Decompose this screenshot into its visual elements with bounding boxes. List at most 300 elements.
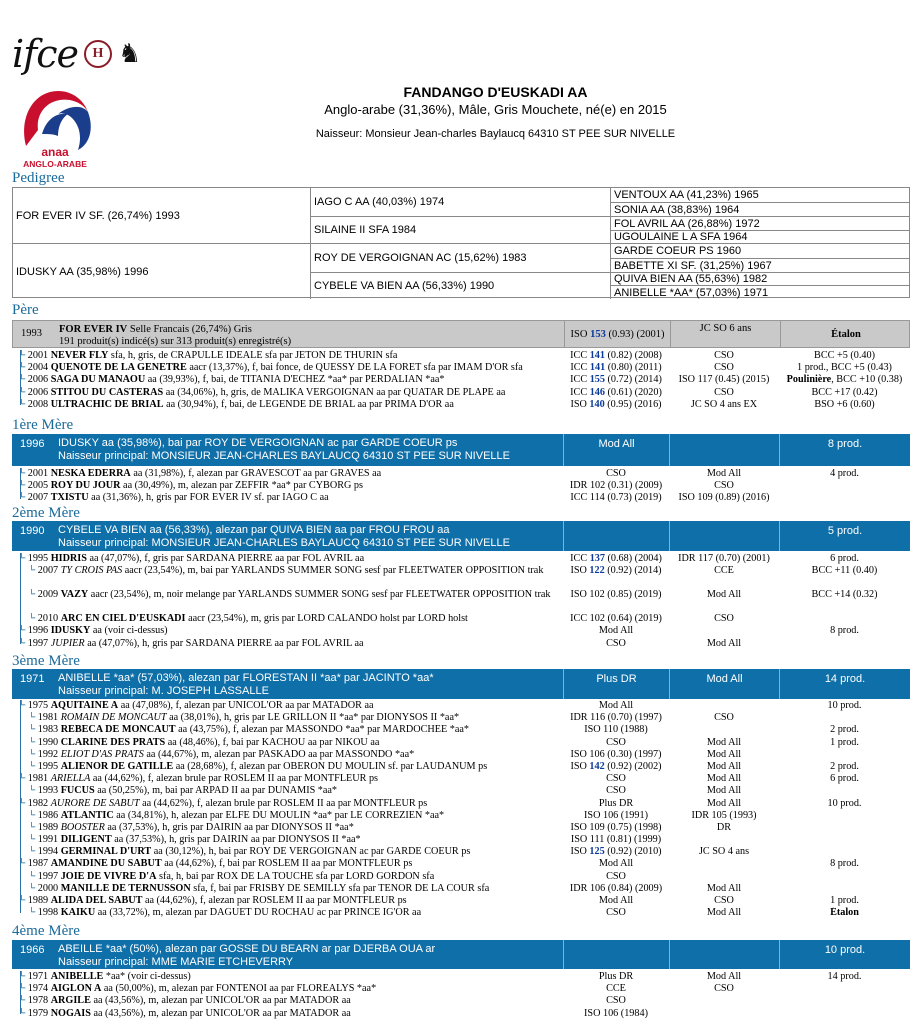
offspring-year: 1989 xyxy=(27,895,51,906)
anaa-logo-text: anaa xyxy=(41,145,69,159)
offspring-year: 1981 xyxy=(37,712,61,724)
offspring-name[interactable]: ATLANTIC xyxy=(60,809,114,821)
offspring-index-value: 155 xyxy=(589,374,605,386)
offspring-name[interactable]: MANILLE DE TERNUSSON xyxy=(60,882,191,894)
offspring-notes: BCC +17 (0.42) xyxy=(811,386,878,398)
offspring-name[interactable]: QUENOTE DE LA GENETRE xyxy=(50,362,187,374)
tree-connector-icon: └ xyxy=(18,797,28,809)
offspring-name[interactable]: VAZY xyxy=(60,589,89,601)
tree-connector-icon: └ xyxy=(28,846,38,858)
offspring-notes: 1 prod., BCC +5 (0.43) xyxy=(797,362,892,374)
section-title-mere1: 1ère Mère xyxy=(12,417,74,433)
offspring-details: aa (31,98%), f, alezan par GRAVESCOT aa par GRAVES aa xyxy=(130,468,382,479)
mere4-header xyxy=(12,940,910,969)
mere1-year: 1996 xyxy=(20,438,45,450)
tree-connector-icon: └ xyxy=(28,760,38,772)
mere2-col2 xyxy=(669,521,779,551)
offspring-discipline: CSO xyxy=(714,983,734,995)
offspring-details: sfa, h, gris, de CRAPULLE IDEALE sfa par JETON DE THURIN sfa xyxy=(108,350,398,361)
offspring-index: ICC 137 (0.68) (2004) xyxy=(570,553,662,564)
tree-connector-icon: └ xyxy=(18,637,28,649)
offspring-row xyxy=(12,362,910,374)
pere-iso: ISO 153 (0.93) (2001) xyxy=(564,321,670,347)
offspring-name[interactable]: TY CROIS PAS xyxy=(60,565,123,577)
tree-connector-icon: └ xyxy=(18,773,28,785)
offspring-desc xyxy=(18,625,566,637)
offspring-desc xyxy=(18,387,566,399)
offspring-notes: 10 prod. xyxy=(827,797,862,809)
tree-connector-icon: └ xyxy=(18,995,28,1007)
offspring-index-value: 140 xyxy=(589,398,605,410)
mere3-offspring-list xyxy=(12,700,910,919)
offspring-row xyxy=(12,895,910,907)
offspring-discipline: CSO xyxy=(714,613,734,625)
offspring-details: aa (44,62%), f, alezan brule par ROSLEM II aa par MONTFLEUR ps xyxy=(90,773,379,785)
offspring-row xyxy=(12,700,910,712)
mere4-offspring-list xyxy=(12,971,910,1020)
tree-line xyxy=(20,468,21,499)
pedigree-sire-sire[interactable]: IAGO C AA (40,03%) 1974 xyxy=(311,188,611,217)
ifce-logo xyxy=(12,32,141,76)
offspring-row xyxy=(12,773,910,785)
offspring-index: ICC 141 (0.80) (2011) xyxy=(570,362,662,374)
offspring-details: aa (31,36%), h, gris par FOR EVER IV sf. par IAGO C aa xyxy=(88,492,329,504)
offspring-index: ICC 114 (0.73) (2019) xyxy=(570,492,662,504)
offspring-row xyxy=(12,858,910,870)
offspring-row xyxy=(12,480,910,492)
pedigree-dss[interactable]: GARDE COEUR PS 1960 xyxy=(611,244,909,259)
mere3-breeder: Naisseur principal: M. JOSEPH LASSALLE xyxy=(58,685,269,697)
mere4-identity xyxy=(58,943,435,969)
offspring-row xyxy=(12,983,910,995)
offspring-row xyxy=(12,834,910,846)
offspring-desc xyxy=(18,480,566,492)
offspring-details: aa (30,12%), h, bai par ROY DE VERGOIGNAN ac par GARDE COEUR ps xyxy=(151,846,471,858)
pedigree-sdd[interactable]: UGOULAINE L A SFA 1964 xyxy=(611,231,909,244)
offspring-discipline: CCE xyxy=(714,565,734,577)
offspring-row xyxy=(12,625,910,637)
offspring-year: 2007 xyxy=(37,565,61,577)
offspring-desc xyxy=(18,995,566,1007)
tree-connector-icon: └ xyxy=(18,492,28,504)
offspring-discipline: Mod All xyxy=(706,773,742,785)
offspring-row xyxy=(12,712,910,724)
tree-connector-icon: └ xyxy=(28,882,38,894)
offspring-discipline: Mod All xyxy=(706,468,742,479)
tree-connector-icon: └ xyxy=(28,613,38,625)
offspring-details: aa (43,56%), m, alezan par UNICOL'OR aa par MATADOR aa xyxy=(90,1007,351,1019)
tree-line xyxy=(20,971,21,1014)
offspring-desc xyxy=(18,553,566,565)
offspring-desc xyxy=(28,761,566,773)
mere1-header xyxy=(12,434,910,466)
offspring-index: ISO 111 (0.81) (1999) xyxy=(570,834,662,846)
offspring-discipline: JC SO 4 ans EX xyxy=(690,398,758,410)
tree-connector-icon: └ xyxy=(18,553,28,564)
offspring-notes: 2 prod. xyxy=(830,724,859,736)
offspring-row xyxy=(12,822,910,834)
offspring-year: 2006 xyxy=(27,374,51,386)
offspring-index: Mod All xyxy=(598,700,634,711)
offspring-name[interactable]: JUPIER xyxy=(50,637,85,649)
offspring-year: 1974 xyxy=(27,983,51,995)
offspring-year: 2004 xyxy=(27,362,51,374)
offspring-index: Mod All xyxy=(598,858,634,870)
offspring-index: IDR 106 (0.84) (2009) xyxy=(569,882,663,894)
mere1-line1[interactable]: IDUSKY aa (35,98%), bai par ROY DE VERGOIGNAN ac par GARDE COEUR ps xyxy=(58,437,458,449)
tree-line xyxy=(20,700,21,913)
offspring-notes: BCC +5 (0.40) xyxy=(814,350,875,361)
offspring-desc xyxy=(28,737,566,749)
mere1-col3: 8 prod. xyxy=(779,434,910,466)
offspring-details: aacr (23,54%), m, gris par LORD CALANDO holst par LORD holst xyxy=(185,613,468,625)
offspring-notes: 1 prod. xyxy=(830,895,859,906)
offspring-desc xyxy=(28,871,566,883)
offspring-name[interactable]: ROMAIN DE MONCAUT xyxy=(60,712,167,724)
offspring-row xyxy=(12,749,910,761)
offspring-year: 1992 xyxy=(37,748,61,760)
mere3-year: 1971 xyxy=(20,673,45,685)
offspring-year: 1995 xyxy=(27,553,51,564)
offspring-name[interactable]: ROY DU JOUR xyxy=(50,480,121,492)
offspring-name[interactable]: AMANDINE DU SABUT xyxy=(50,858,162,870)
offspring-name[interactable]: ANIBELLE xyxy=(50,971,104,982)
offspring-index: ICC 141 (0.82) (2008) xyxy=(570,350,662,361)
pere-indexed-count: 191 produit(s) indicé(s) sur 313 produit(s) enregistré(s) xyxy=(59,336,292,347)
offspring-name[interactable]: JOIE DE VIVRE D'A xyxy=(60,870,157,882)
offspring-desc xyxy=(18,895,566,907)
offspring-year: 2010 xyxy=(37,613,61,625)
offspring-name[interactable]: STITOU DU CASTERAS xyxy=(50,386,164,398)
pedigree-sire[interactable]: FOR EVER IV SF. (26,74%) 1993 xyxy=(13,188,311,244)
pedigree-dsd[interactable]: BABETTE XI SF. (31,25%) 1967 xyxy=(611,259,909,273)
pedigree-dam[interactable]: IDUSKY AA (35,98%) 1996 xyxy=(13,244,311,299)
offspring-desc xyxy=(28,907,566,919)
pere-name[interactable]: FOR EVER IV xyxy=(59,324,128,335)
offspring-discipline: Mod All xyxy=(706,637,742,649)
horse-name: FANDANGO D'EUSKADI AA xyxy=(403,84,588,100)
tree-connector-icon: └ xyxy=(28,785,38,797)
offspring-row xyxy=(12,399,910,411)
mere3-col1: Plus DR xyxy=(563,669,669,699)
pedigree-sire-dam[interactable]: SILAINE II SFA 1984 xyxy=(311,217,611,244)
offspring-desc xyxy=(18,983,566,995)
breeder-line: Naisseur: Monsieur Jean-charles Baylaucq 64310 ST PEE SUR NIVELLE xyxy=(315,128,676,140)
pedigree-sss[interactable]: VENTOUX AA (41,23%) 1965 xyxy=(611,188,909,203)
tree-line xyxy=(20,350,21,405)
offspring-name[interactable]: ELIOT D'AS PRATS xyxy=(60,748,144,760)
section-title-pere: Père xyxy=(12,302,39,318)
offspring-index-value: 141 xyxy=(589,362,606,374)
pere-jc: JC SO 6 ans xyxy=(670,321,780,347)
offspring-desc xyxy=(18,399,566,411)
offspring-discipline: Mod All xyxy=(706,736,742,748)
offspring-name[interactable]: HIDRIS xyxy=(50,553,87,564)
offspring-desc xyxy=(28,613,566,625)
offspring-index: CSO xyxy=(606,468,626,479)
offspring-year: 2006 xyxy=(27,386,51,398)
offspring-year: 1991 xyxy=(37,834,61,846)
offspring-year: 1989 xyxy=(37,821,61,833)
section-title-mere2: 2ème Mère xyxy=(12,505,80,521)
tree-connector-icon: └ xyxy=(18,362,28,374)
offspring-row xyxy=(12,387,910,399)
offspring-index: Mod All xyxy=(598,625,634,637)
offspring-year: 2005 xyxy=(27,480,51,492)
offspring-year: 1982 xyxy=(27,797,51,809)
offspring-name[interactable]: AIGLON A xyxy=(50,983,102,995)
offspring-index: ISO 106 (1991) xyxy=(584,809,648,821)
offspring-index-value: 125 xyxy=(589,846,605,858)
offspring-row xyxy=(12,589,910,613)
offspring-name[interactable]: ARIELLA xyxy=(50,773,91,785)
offspring-desc xyxy=(18,492,566,504)
pedigree-dds[interactable]: QUIVA BIEN AA (55,63%) 1982 xyxy=(611,273,909,286)
offspring-year: 1995 xyxy=(37,760,61,772)
pedigree-ddd[interactable]: ANIBELLE *AA* (57,03%) 1971 xyxy=(614,286,769,299)
offspring-index: ISO 125 (0.92) (2010) xyxy=(570,846,662,858)
offspring-index: ICC 102 (0.64) (2019) xyxy=(570,613,662,625)
anaa-logo-subtext: ANGLO-ARABE xyxy=(23,159,87,169)
offspring-name[interactable]: AURORE DE SABUT xyxy=(50,797,140,809)
offspring-year: 1986 xyxy=(37,809,61,821)
offspring-desc xyxy=(18,350,566,362)
offspring-year: 1979 xyxy=(27,1007,51,1019)
offspring-year: 2007 xyxy=(27,492,51,504)
offspring-details: aa (50,00%), m, alezan par FONTENOI aa par FLOREALYS *aa* xyxy=(101,983,377,995)
offspring-desc xyxy=(28,846,566,858)
offspring-index: Plus DR xyxy=(598,971,634,982)
offspring-details: aa (38,01%), h, gris par LE GRILLON II *aa* par DIONYSOS II *aa* xyxy=(166,712,460,724)
offspring-index: Plus DR xyxy=(598,797,634,809)
offspring-index: CSO xyxy=(606,736,626,748)
offspring-details: aa (34,06%), h, gris, de MALIKA VERGOIGNAN aa par QUATAR DE PLAPE aa xyxy=(163,386,506,398)
pere-header xyxy=(12,320,910,348)
offspring-row xyxy=(12,613,910,625)
offspring-year: 2009 xyxy=(37,589,61,601)
pere-desc: Selle Francais (26,74%) Gris xyxy=(127,324,252,335)
offspring-details: aa (39,93%), f, bai, de TITANIA D'ECHEZ *aa* par PERDALIAN *aa* xyxy=(145,374,445,386)
offspring-name[interactable]: ARC EN CIEL D'EUSKADI xyxy=(60,613,186,625)
offspring-discipline: CSO xyxy=(714,350,734,361)
offspring-notes: 6 prod. xyxy=(830,553,859,564)
offspring-details: aa (44,62%), f, bai par ROSLEM II aa par MONTFLEUR ps xyxy=(161,858,413,870)
offspring-name[interactable]: FUCUS xyxy=(60,785,95,797)
offspring-name[interactable]: CLARINE DES PRATS xyxy=(60,736,166,748)
mere4-line1[interactable]: ABEILLE *aa* (50%), alezan par GOSSE DU BEARN ar par DJERBA OUA ar xyxy=(58,943,436,955)
offspring-details: aa (33,72%), m, alezan par DAGUET DU ROCHAU ac par PRINCE IG'OR aa xyxy=(95,907,422,919)
offspring-index: ICC 146 (0.61) (2020) xyxy=(570,386,662,398)
offspring-desc xyxy=(18,971,566,983)
ifce-logo-text: ifce xyxy=(12,32,78,76)
tree-connector-icon: └ xyxy=(18,350,28,361)
offspring-details: aa (43,56%), m, alezan par UNICOL'OR aa par MATADOR aa xyxy=(90,995,351,1007)
mere4-col2 xyxy=(669,940,779,969)
offspring-year: 1997 xyxy=(27,637,51,649)
offspring-name[interactable]: GERMINAL D'URT xyxy=(60,846,152,858)
offspring-name[interactable]: SAGA DU MANAOU xyxy=(50,374,146,386)
mere1-col2 xyxy=(669,434,779,466)
offspring-row xyxy=(12,468,910,480)
offspring-desc xyxy=(18,638,566,650)
offspring-details: aa (34,81%), h, alezan par ELFE DU MOULIN *aa* par LE CORREZIEN *aa* xyxy=(113,809,445,821)
mere4-col1 xyxy=(563,940,669,969)
offspring-notes: BCC +11 (0.40) xyxy=(811,565,878,577)
offspring-name[interactable]: ARGILE xyxy=(50,995,91,1007)
offspring-name[interactable]: NOGAIS xyxy=(50,1007,91,1019)
offspring-details: aa (44,62%), f, alezan par ROSLEM II aa par MONTFLEUR ps xyxy=(142,895,407,906)
offspring-year: 1983 xyxy=(37,724,61,736)
offspring-notes: Poulinière, BCC +10 (0.38) xyxy=(786,374,903,386)
offspring-details: aa (48,46%), f, bai par KACHOU aa par NIKOU aa xyxy=(165,736,380,748)
offspring-index: CSO xyxy=(606,995,626,1007)
tree-connector-icon: └ xyxy=(18,858,28,870)
offspring-year: 1971 xyxy=(27,971,51,982)
offspring-row xyxy=(12,883,910,895)
tree-connector-icon: └ xyxy=(18,971,28,982)
offspring-index: ISO 109 (0.75) (1998) xyxy=(570,821,662,833)
offspring-year: 1994 xyxy=(37,846,61,858)
horse-subtitle: Anglo-arabe (31,36%), Mâle, Gris Mouchete, né(e) en 2015 xyxy=(324,102,667,117)
mere4-breeder: Naisseur principal: MME MARIE ETCHEVERRY xyxy=(58,956,294,968)
offspring-year: 1997 xyxy=(37,870,61,882)
offspring-name[interactable]: ULTRACHIC DE BRIAL xyxy=(50,398,164,410)
offspring-discipline: ISO 117 (0.45) (2015) xyxy=(678,374,770,386)
mere3-col3: 14 prod. xyxy=(779,669,910,699)
offspring-name[interactable]: IDUSKY xyxy=(50,625,91,637)
mere2-line1[interactable]: CYBELE VA BIEN aa (56,33%), alezan par QUIVA BIEN aa par FROU FROU aa xyxy=(58,524,450,536)
mere2-breeder: Naisseur principal: MONSIEUR JEAN-CHARLES BAYLAUCQ 64310 ST PEE SUR NIVELLE xyxy=(58,537,510,549)
offspring-name[interactable]: NESKA EDERRA xyxy=(50,468,131,479)
offspring-year: 2001 xyxy=(27,468,51,479)
offspring-row xyxy=(12,798,910,810)
offspring-discipline: IDR 105 (1993) xyxy=(691,809,757,821)
mere3-line1[interactable]: ANIBELLE *aa* (57,03%), alezan par FLORESTAN II *aa* par JACINTO *aa* xyxy=(58,672,434,684)
offspring-desc xyxy=(28,724,566,736)
tree-connector-icon: └ xyxy=(18,468,28,479)
offspring-notes: 14 prod. xyxy=(827,971,862,982)
pedigree-dam-sire[interactable]: ROY DE VERGOIGNAN AC (15,62%) 1983 xyxy=(311,244,611,273)
offspring-year: 1996 xyxy=(27,625,51,637)
offspring-discipline: Mod All xyxy=(706,785,742,797)
pedigree-sds[interactable]: FOL AVRIL AA (26,88%) 1972 xyxy=(611,217,909,231)
offspring-desc xyxy=(28,834,566,846)
offspring-details: aa (50,25%), m, bai par ARPAD II aa par DUNAMIS *aa* xyxy=(94,785,338,797)
offspring-year: 2001 xyxy=(27,350,51,361)
offspring-details: aa (37,53%), h, gris par DAIRIN aa par DIONYSOS II *aa* xyxy=(104,821,354,833)
offspring-name[interactable]: ALIENOR DE GATILLE xyxy=(60,760,174,772)
offspring-index: ISO 106 (0.30) (1997) xyxy=(570,748,662,760)
offspring-discipline: CSO xyxy=(714,386,734,398)
offspring-notes: 4 prod. xyxy=(830,468,859,479)
offspring-year: 1993 xyxy=(37,785,61,797)
offspring-discipline: CSO xyxy=(714,362,734,374)
offspring-discipline: CSO xyxy=(714,895,734,906)
tree-connector-icon: └ xyxy=(18,625,28,637)
offspring-index: CSO xyxy=(606,773,626,785)
offspring-name[interactable]: ALIDA DEL SABUT xyxy=(50,895,143,906)
offspring-details: aa (30,49%), m, alezan par ZEFFIR *aa* par CYBORG ps xyxy=(120,480,363,492)
offspring-name[interactable]: BOOSTER xyxy=(60,821,105,833)
tree-connector-icon: └ xyxy=(28,589,38,601)
mere1-offspring-list xyxy=(12,468,910,505)
pedigree-dam-dam[interactable]: CYBELE VA BIEN AA (56,33%) 1990 xyxy=(311,273,611,299)
offspring-discipline: IDR 117 (0.70) (2001) xyxy=(678,553,770,564)
mere2-header xyxy=(12,521,910,551)
tree-connector-icon: └ xyxy=(28,821,38,833)
offspring-index: ICC 155 (0.72) (2014) xyxy=(570,374,662,386)
mere2-identity xyxy=(58,524,510,550)
tree-connector-icon: └ xyxy=(28,736,38,748)
offspring-name[interactable]: NEVER FLY xyxy=(50,350,109,361)
offspring-index: ISO 122 (0.92) (2014) xyxy=(570,565,662,577)
offspring-details: sfa, f, bai par FRISBY DE SEMILLY sfa par TENOR DE LA COUR sfa xyxy=(190,882,490,894)
offspring-index: CSO xyxy=(606,907,626,919)
offspring-name[interactable]: TXISTU xyxy=(50,492,89,504)
offspring-notes: 8 prod. xyxy=(830,858,859,870)
offspring-discipline: CSO xyxy=(714,712,734,724)
offspring-name[interactable]: DILIGENT xyxy=(60,834,112,846)
tree-connector-icon: └ xyxy=(18,1007,28,1019)
offspring-name[interactable]: AQUITAINE A xyxy=(50,700,119,711)
tree-connector-icon: └ xyxy=(18,398,28,410)
offspring-details: aa (28,68%), f, alezan par OBERON DU MOULIN sf. par LAUDANUM ps xyxy=(173,760,488,772)
offspring-notes: 8 prod. xyxy=(830,625,859,637)
offspring-year: 1998 xyxy=(37,907,61,919)
offspring-desc xyxy=(18,858,566,870)
offspring-index: ISO 142 (0.92) (2002) xyxy=(570,760,662,772)
offspring-desc xyxy=(28,822,566,834)
tree-connector-icon: └ xyxy=(28,907,38,919)
offspring-row xyxy=(12,553,910,565)
tree-connector-icon: └ xyxy=(28,748,38,760)
offspring-discipline: Mod All xyxy=(706,760,742,772)
offspring-row xyxy=(12,907,910,919)
offspring-desc xyxy=(28,712,566,724)
offspring-row xyxy=(12,971,910,983)
tree-connector-icon: └ xyxy=(18,480,28,492)
offspring-row xyxy=(12,785,910,797)
offspring-name[interactable]: KAIKU xyxy=(60,907,96,919)
pedigree-ssd[interactable]: SONIA AA (38,83%) 1964 xyxy=(611,203,909,217)
offspring-index: CSO xyxy=(606,870,626,882)
mere2-col1 xyxy=(563,521,669,551)
offspring-index-value: 142 xyxy=(589,760,605,772)
tree-connector-icon: └ xyxy=(28,870,38,882)
offspring-notes: Étalon xyxy=(830,907,859,919)
mere3-header xyxy=(12,669,910,699)
offspring-details: aacr (23,54%), m, noir melange par YARLANDS SUMMER SONG sesf par FLEETWATER OPPOSITION trak xyxy=(88,589,551,601)
tree-connector-icon: └ xyxy=(18,983,28,995)
pere-identity xyxy=(59,324,291,348)
offspring-year: 1975 xyxy=(27,700,51,711)
offspring-notes: 6 prod. xyxy=(830,773,859,785)
mere2-year: 1990 xyxy=(20,525,45,537)
offspring-row xyxy=(12,1008,910,1020)
offspring-row xyxy=(12,350,910,362)
mere4-year: 1966 xyxy=(20,944,45,956)
offspring-name[interactable]: REBECA DE MONCAUT xyxy=(60,724,176,736)
offspring-desc xyxy=(18,700,566,712)
tree-connector-icon: └ xyxy=(18,700,28,711)
horse-logo-icon: ♞ xyxy=(118,39,142,69)
mere2-offspring-list xyxy=(12,553,910,650)
offspring-index: Mod All xyxy=(598,895,634,906)
offspring-details: aa (47,08%), f, alezan par UNICOL'OR aa par MATADOR aa xyxy=(118,700,374,711)
offspring-notes: BSO +6 (0.60) xyxy=(814,398,875,410)
tree-connector-icon: └ xyxy=(28,724,38,736)
offspring-desc xyxy=(28,565,566,577)
